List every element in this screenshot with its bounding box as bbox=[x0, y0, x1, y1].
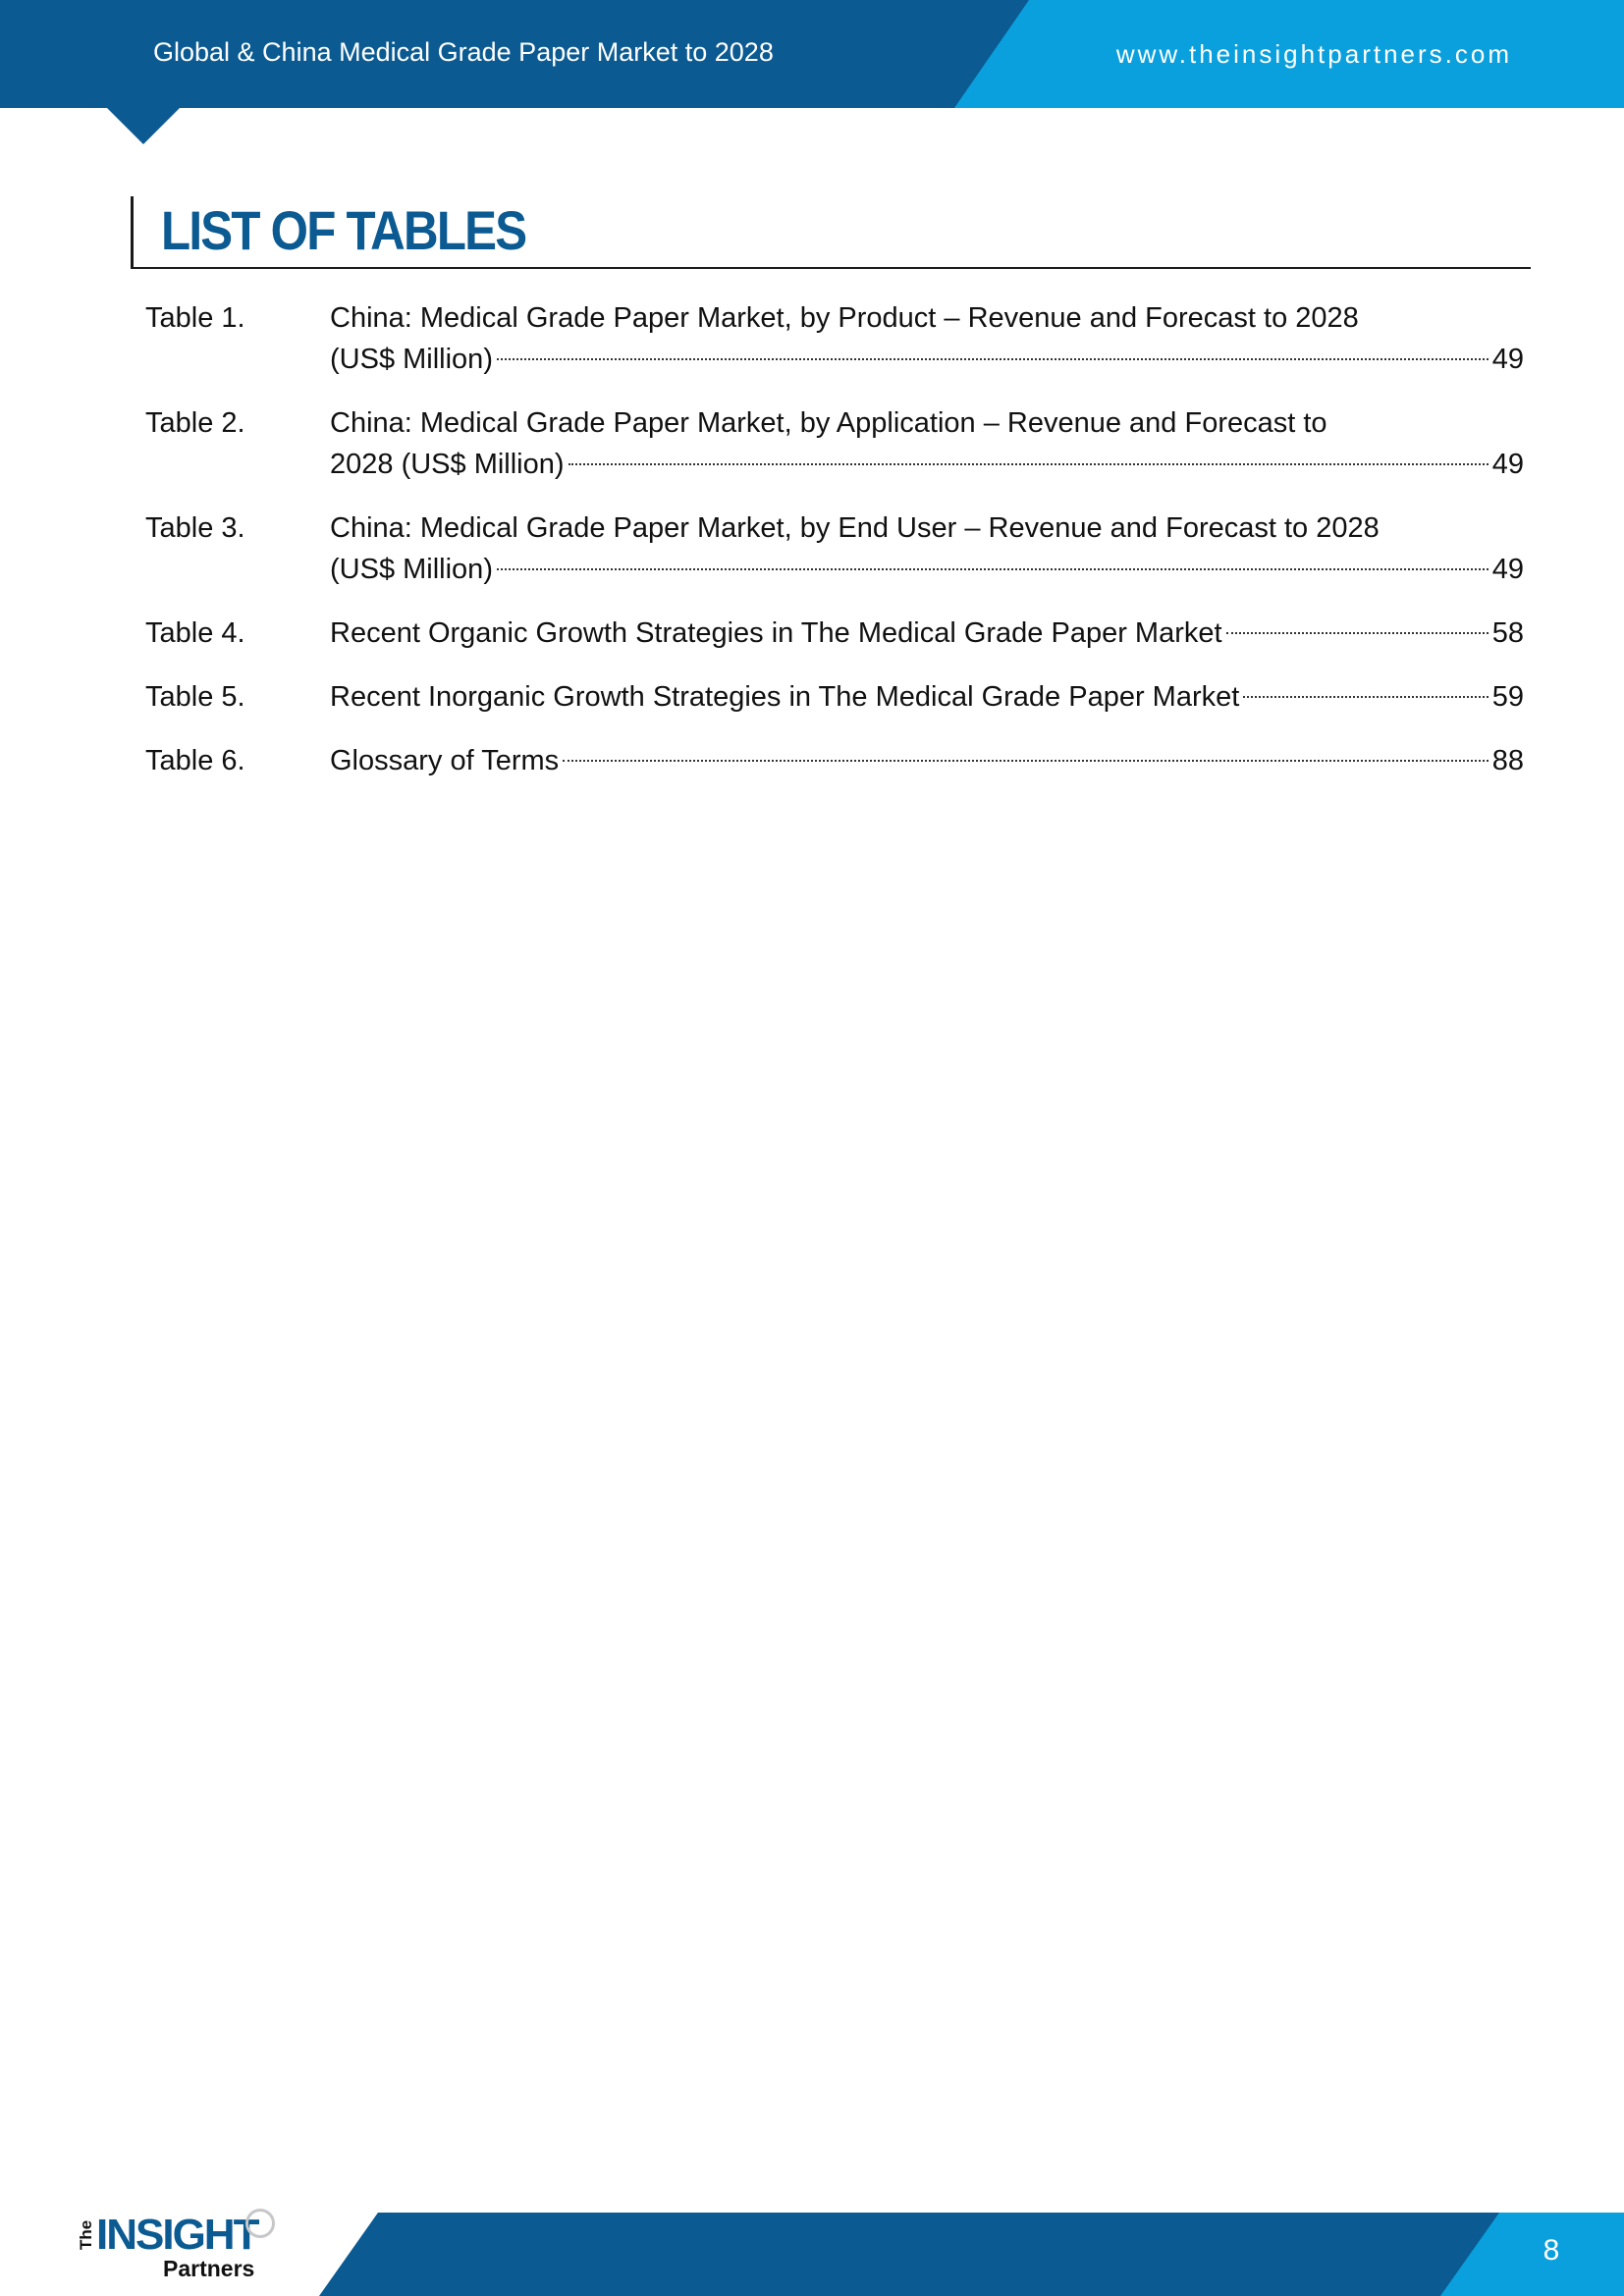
logo-partners-text: Partners bbox=[163, 2256, 255, 2281]
toc-entry-text: Glossary of Terms bbox=[330, 745, 560, 776]
toc-entry-label: Table 6. bbox=[145, 745, 245, 776]
toc-entry-table-5[interactable] bbox=[145, 676, 1524, 718]
website-link[interactable]: www.theinsightpartners.com bbox=[1115, 39, 1512, 69]
toc-entry-body bbox=[330, 507, 1524, 590]
toc-entry-label: Table 4. bbox=[145, 617, 245, 649]
toc-entry-body bbox=[330, 613, 1524, 654]
section-heading-frame bbox=[131, 196, 1531, 269]
toc-entry-last-line bbox=[330, 444, 1524, 485]
toc-entry-page: 58 bbox=[1491, 617, 1524, 649]
company-logo bbox=[77, 2207, 293, 2287]
page-number: 8 bbox=[1543, 2234, 1560, 2267]
toc-entry-text: China: Medical Grade Paper Market, by Application – Revenue and Forecast to bbox=[330, 407, 1327, 439]
dot-leader bbox=[1226, 632, 1489, 634]
dot-leader bbox=[497, 358, 1489, 360]
toc-entry-text: Recent Organic Growth Strategies in The Medical Grade Paper Market bbox=[330, 617, 1222, 649]
toc-entry-table-1[interactable] bbox=[145, 297, 1524, 380]
toc-entry-last-line bbox=[330, 613, 1524, 654]
document-title: Global & China Medical Grade Paper Market to 2028 bbox=[153, 37, 774, 67]
toc-entry-table-2[interactable] bbox=[145, 402, 1524, 485]
toc-entry-page: 59 bbox=[1491, 681, 1524, 713]
toc-entry-last-line bbox=[330, 676, 1524, 718]
toc-entry-page: 88 bbox=[1491, 745, 1524, 776]
dot-leader bbox=[563, 760, 1489, 762]
logo-insight-text: INSIGHT bbox=[96, 2211, 258, 2259]
toc-entry-text: Recent Inorganic Growth Strategies in The Medical Grade Paper Market bbox=[330, 681, 1240, 713]
header-notch bbox=[106, 107, 181, 144]
toc-entry-table-6[interactable] bbox=[145, 740, 1524, 781]
toc-entry-text: China: Medical Grade Paper Market, by Product – Revenue and Forecast to 2028 bbox=[330, 302, 1359, 334]
toc-entry-last-line bbox=[330, 339, 1524, 380]
logo-the-text: The bbox=[77, 2219, 95, 2250]
toc-entry-last-line bbox=[330, 549, 1524, 590]
toc-entry-last-line bbox=[330, 740, 1524, 781]
toc-entry-text: (US$ Million) bbox=[330, 344, 493, 375]
toc-entry-table-4[interactable] bbox=[145, 613, 1524, 654]
page-title: LIST OF TABLES bbox=[161, 199, 526, 261]
toc-entry-page: 49 bbox=[1491, 344, 1524, 375]
table-of-tables bbox=[145, 297, 1524, 804]
toc-entry-text: (US$ Million) bbox=[330, 554, 493, 585]
toc-entry-body bbox=[330, 297, 1524, 380]
toc-entry-label: Table 5. bbox=[145, 681, 245, 713]
dot-leader bbox=[1243, 696, 1488, 698]
toc-entry-body bbox=[330, 740, 1524, 781]
toc-entry-body bbox=[330, 676, 1524, 718]
toc-entry-text: China: Medical Grade Paper Market, by End User – Revenue and Forecast to 2028 bbox=[330, 512, 1380, 544]
toc-entry-label: Table 1. bbox=[145, 302, 245, 334]
logo-ring-icon bbox=[245, 2209, 275, 2238]
toc-entry-text: 2028 (US$ Million) bbox=[330, 449, 565, 480]
toc-entry-page: 49 bbox=[1491, 449, 1524, 480]
dot-leader bbox=[568, 463, 1489, 465]
toc-entry-page: 49 bbox=[1491, 554, 1524, 585]
dot-leader bbox=[497, 568, 1489, 570]
toc-entry-label: Table 3. bbox=[145, 512, 245, 544]
toc-entry-table-3[interactable] bbox=[145, 507, 1524, 590]
toc-entry-body bbox=[330, 402, 1524, 485]
toc-entry-label: Table 2. bbox=[145, 407, 245, 439]
